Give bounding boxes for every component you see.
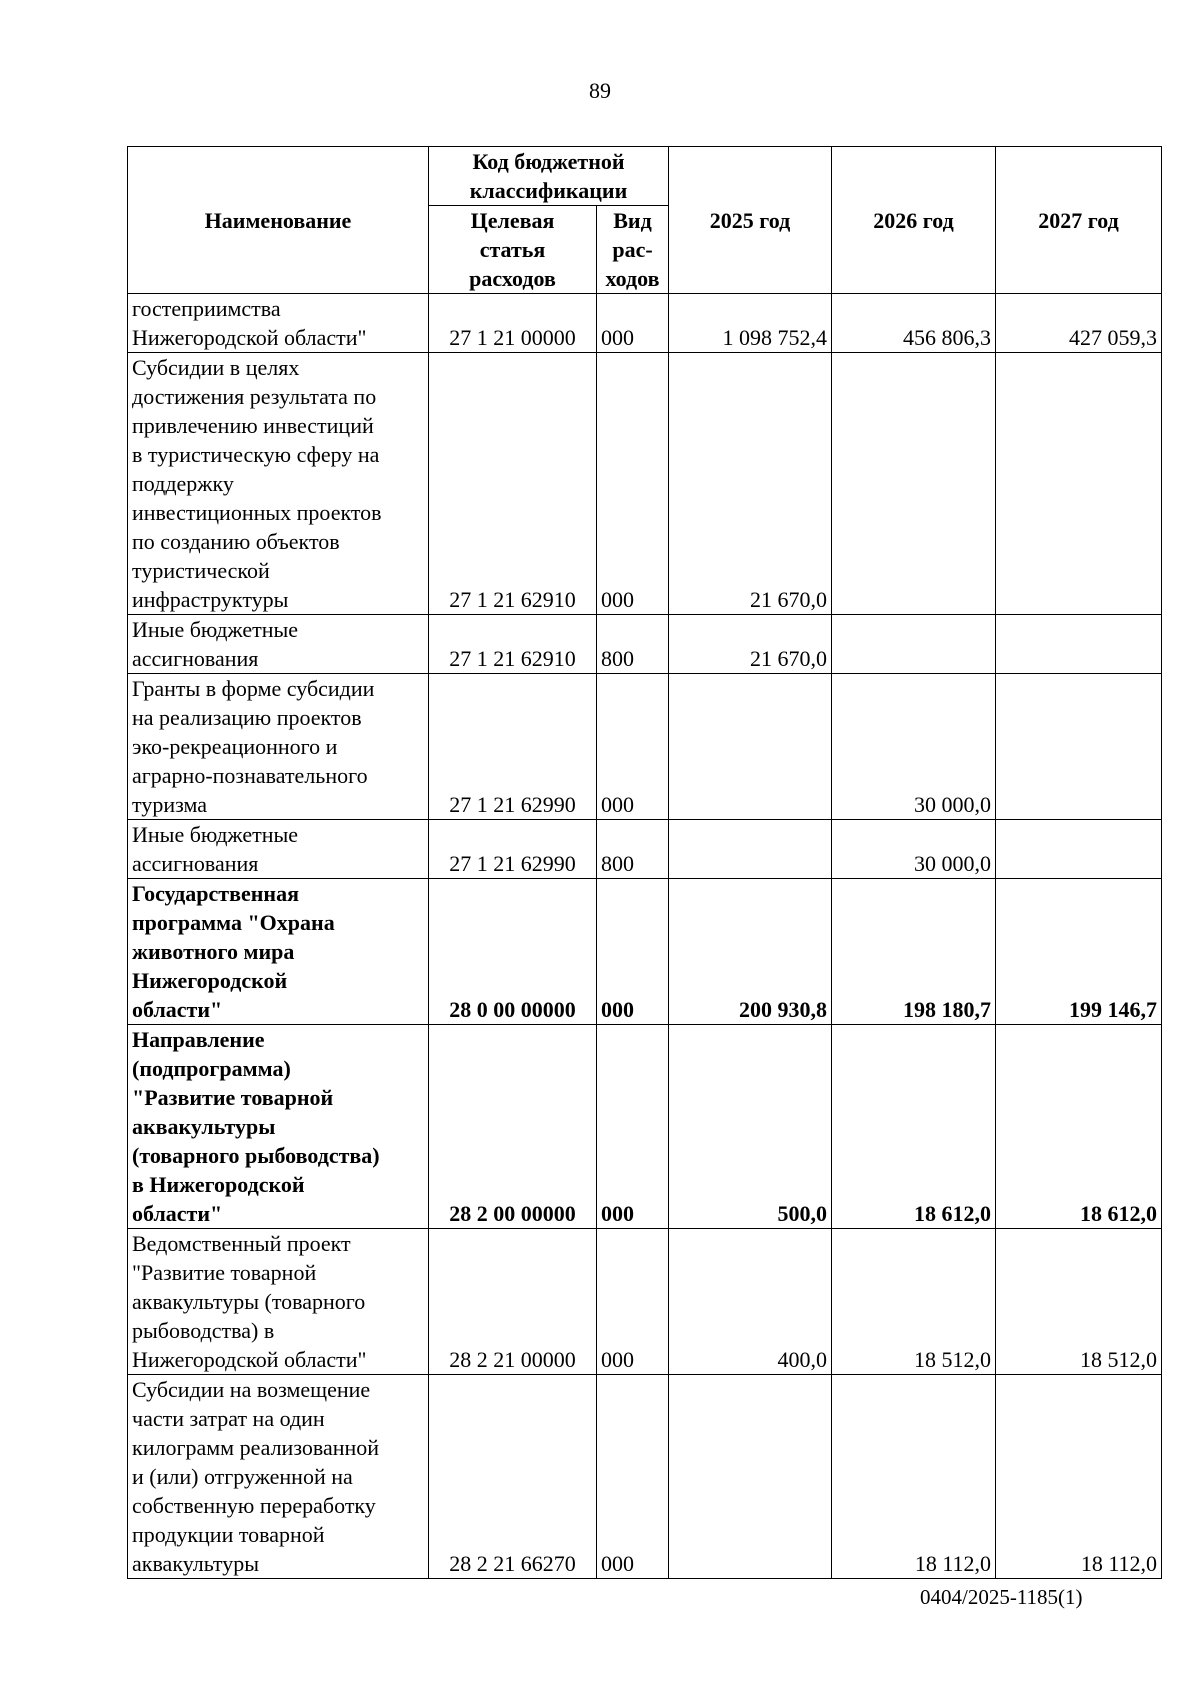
row-expense-type: 000 [597, 1229, 669, 1375]
table-row [128, 615, 1162, 674]
row-target-article: 27 1 21 62910 [429, 353, 597, 615]
row-expense-type: 000 [597, 1375, 669, 1579]
row-expense-type: 000 [597, 674, 669, 820]
row-target-article: 28 2 00 00000 [429, 1025, 597, 1229]
page-number: 89 [589, 78, 611, 103]
row-value-2025 [669, 1375, 832, 1579]
document-id: 0404/2025-1185(1) [920, 1585, 1083, 1609]
table-row [128, 294, 1162, 353]
table-row [128, 1229, 1162, 1375]
row-value-2025 [669, 674, 832, 820]
row-expense-type: 000 [597, 1025, 669, 1229]
header-name: Наименование [128, 147, 429, 294]
row-value-2026: 456 806,3 [832, 294, 996, 353]
row-name: Государственная программа "Охрана животного мира Нижегородской области" [128, 879, 429, 1025]
table-row [128, 879, 1162, 1025]
row-name: Субсидии в целях достижения результата по привлечению инвестиций в туристическую сферу на поддержку инвестиционных проектов по созданию объектов туристической инфраструктуры [128, 353, 429, 615]
row-value-2027: 18 112,0 [996, 1375, 1162, 1579]
budget-table [127, 146, 1162, 1579]
row-name: Направление (подпрограмма) "Развитие товарной аквакультуры (товарного рыбоводства) в Нижегородской области" [128, 1025, 429, 1229]
row-value-2027: 199 146,7 [996, 879, 1162, 1025]
row-value-2026: 30 000,0 [832, 820, 996, 879]
row-value-2027 [996, 615, 1162, 674]
table-row [128, 1375, 1162, 1579]
header-target-article: Целевая статья расходов [429, 206, 597, 294]
header-year-2026: 2026 год [832, 147, 996, 294]
row-value-2025 [669, 820, 832, 879]
row-target-article: 28 2 21 00000 [429, 1229, 597, 1375]
row-expense-type: 800 [597, 820, 669, 879]
row-name: Субсидии на возмещение части затрат на один килограмм реализованной и (или) отгруженной на собственную переработку продукции товарной аквакультуры [128, 1375, 429, 1579]
header-row [128, 147, 1162, 206]
row-target-article: 27 1 21 62990 [429, 820, 597, 879]
row-name: гостеприимства Нижегородской области" [128, 294, 429, 353]
row-target-article: 28 2 21 66270 [429, 1375, 597, 1579]
row-target-article: 27 1 21 62910 [429, 615, 597, 674]
row-value-2025: 200 930,8 [669, 879, 832, 1025]
header-classification-code: Код бюджетной классификации [429, 147, 669, 206]
row-value-2027: 18 512,0 [996, 1229, 1162, 1375]
row-value-2026 [832, 615, 996, 674]
row-expense-type: 000 [597, 294, 669, 353]
table-row [128, 1025, 1162, 1229]
row-name: Иные бюджетные ассигнования [128, 615, 429, 674]
row-value-2025: 21 670,0 [669, 615, 832, 674]
row-expense-type: 000 [597, 353, 669, 615]
table-row [128, 820, 1162, 879]
table-body [128, 294, 1162, 1579]
header-expense-type: Вид рас- ходов [597, 206, 669, 294]
row-value-2027 [996, 820, 1162, 879]
row-value-2026: 18 612,0 [832, 1025, 996, 1229]
row-value-2025: 21 670,0 [669, 353, 832, 615]
row-value-2025: 500,0 [669, 1025, 832, 1229]
row-value-2027: 427 059,3 [996, 294, 1162, 353]
row-value-2027 [996, 353, 1162, 615]
row-value-2027 [996, 674, 1162, 820]
row-value-2026 [832, 353, 996, 615]
row-name: Ведомственный проект "Развитие товарной аквакультуры (товарного рыбоводства) в Нижегородской области" [128, 1229, 429, 1375]
row-value-2025: 1 098 752,4 [669, 294, 832, 353]
row-value-2026: 18 512,0 [832, 1229, 996, 1375]
header-year-2025: 2025 год [669, 147, 832, 294]
table-row [128, 674, 1162, 820]
row-expense-type: 800 [597, 615, 669, 674]
row-target-article: 27 1 21 62990 [429, 674, 597, 820]
row-value-2026: 198 180,7 [832, 879, 996, 1025]
row-expense-type: 000 [597, 879, 669, 1025]
header-year-2027: 2027 год [996, 147, 1162, 294]
row-name: Гранты в форме субсидии на реализацию проектов эко-рекреационного и аграрно-познавательного туризма [128, 674, 429, 820]
row-target-article: 28 0 00 00000 [429, 879, 597, 1025]
row-target-article: 27 1 21 00000 [429, 294, 597, 353]
row-value-2026: 18 112,0 [832, 1375, 996, 1579]
row-name: Иные бюджетные ассигнования [128, 820, 429, 879]
row-value-2025: 400,0 [669, 1229, 832, 1375]
row-value-2027: 18 612,0 [996, 1025, 1162, 1229]
table-row [128, 353, 1162, 615]
row-value-2026: 30 000,0 [832, 674, 996, 820]
